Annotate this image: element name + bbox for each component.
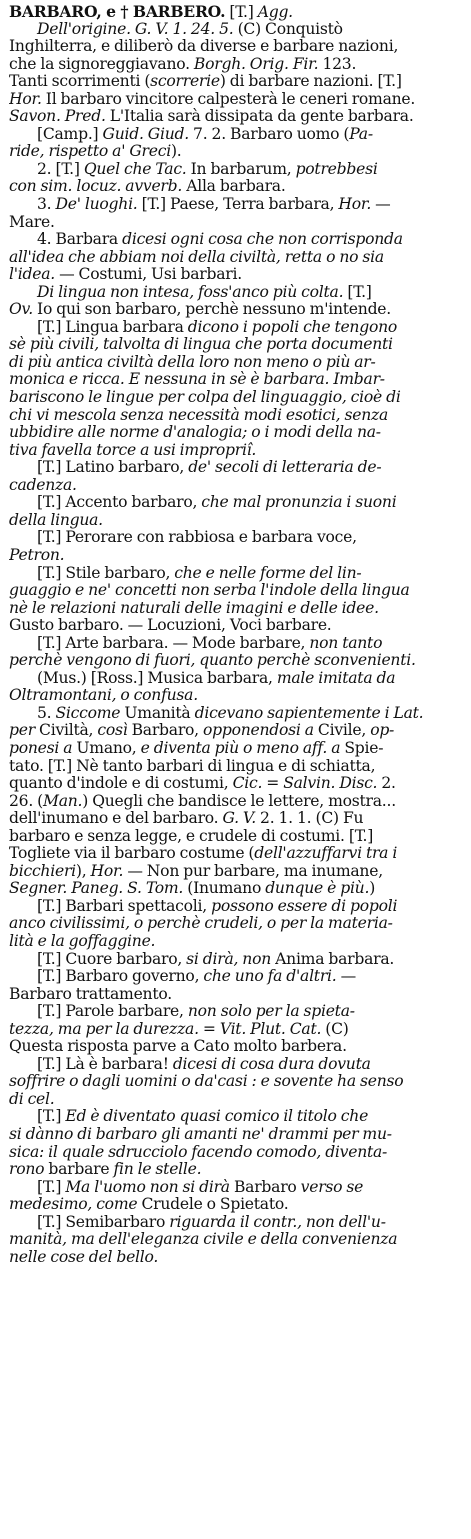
text-line xyxy=(9,565,465,583)
roman-text: [T.] xyxy=(37,1108,66,1126)
italic-text: opponendosi a xyxy=(203,722,314,740)
text-line xyxy=(9,319,465,337)
text-line xyxy=(9,1179,465,1197)
italic-text: Petron. xyxy=(9,546,65,564)
text-line xyxy=(9,231,465,249)
roman-text: Spie- xyxy=(340,739,384,757)
italic-text: Borgh. Orig. Fir. xyxy=(193,55,319,73)
text-line xyxy=(9,687,465,705)
text-line xyxy=(9,1144,465,1162)
roman-text: ) xyxy=(369,880,376,898)
text-line xyxy=(9,143,465,161)
roman-text: ), xyxy=(75,862,91,880)
text-line xyxy=(9,424,465,442)
text-line xyxy=(9,722,465,740)
text-line xyxy=(9,705,465,723)
italic-text: Ov. xyxy=(9,301,33,319)
italic-text: Oltramontani, o confusa. xyxy=(9,687,198,705)
text-line xyxy=(9,775,465,793)
text-line xyxy=(9,442,465,460)
text-line xyxy=(9,477,465,495)
text-line xyxy=(9,1196,465,1214)
roman-text: Barbaro xyxy=(229,1178,301,1196)
italic-text: l'idea. xyxy=(9,266,55,284)
roman-text: [T.] Barbaro governo, xyxy=(37,968,204,986)
roman-text: [T.] xyxy=(225,3,258,21)
text-line xyxy=(9,1214,465,1232)
italic-text: Man. xyxy=(43,792,83,810)
text-line xyxy=(9,1126,465,1144)
roman-text: Il barbaro vincitore calpesterà le ceneri romane. xyxy=(41,90,416,108)
roman-text: [T.] Stile barbaro, xyxy=(37,564,175,582)
text-line xyxy=(9,1091,465,1109)
italic-text: medesimo, come xyxy=(9,1196,138,1214)
text-line xyxy=(9,1021,465,1039)
italic-text: ride, rispetto a' Greci xyxy=(9,143,171,161)
italic-text: sè più civili, talvolta di lingua che porta documenti xyxy=(9,336,393,354)
italic-text: non solo per la spieta- xyxy=(187,1003,355,1021)
italic-text: Segner. Paneg. S. Tom. xyxy=(9,880,184,898)
roman-text: Umano, xyxy=(72,739,141,757)
roman-text: tato. [T.] Nè tanto barbari di lingua e di schiatta, xyxy=(9,757,376,775)
entry-body xyxy=(9,3,465,1266)
text-line xyxy=(9,635,465,653)
roman-text: [T.] Semibarbaro xyxy=(37,1213,170,1231)
italic-text: tiva favella torce a usi impropriî. xyxy=(9,441,257,459)
text-line xyxy=(9,196,465,214)
roman-text: barbaro e senza legge, e crudele di costumi. [T.] xyxy=(9,827,374,845)
roman-text: Civile, xyxy=(313,722,371,740)
roman-text: Questa risposta parve a Cato molto barbera. xyxy=(9,1038,347,1056)
italic-text: ponesi a xyxy=(9,739,73,757)
italic-text: guaggio e ne' concetti non serba l'indole della lingua xyxy=(9,582,410,600)
text-line xyxy=(9,266,465,284)
italic-text: all'idea che abbiam noi della civiltà, retta o no sia xyxy=(9,248,384,266)
roman-text: Togliete via il barbaro costume ( xyxy=(9,845,255,863)
text-line xyxy=(9,389,465,407)
italic-text: De' luoghi. xyxy=(55,196,138,214)
italic-text: Dell'origine. G. V. 1. 24. 5. xyxy=(37,20,234,38)
text-line xyxy=(9,670,465,688)
italic-text: Siccome xyxy=(55,704,121,722)
text-line xyxy=(9,284,465,302)
text-line xyxy=(9,529,465,547)
italic-text: bariscono le lingue per colpa del linguaggio, cioè di xyxy=(9,389,401,407)
roman-text: Anima barbara. xyxy=(271,950,395,968)
roman-text: L'Italia sarà dissipata da gente barbara. xyxy=(105,108,414,126)
italic-text: per xyxy=(9,722,35,740)
italic-text: cadenza. xyxy=(9,476,77,494)
text-line xyxy=(9,126,465,144)
italic-text: così xyxy=(97,722,128,740)
roman-text: Gusto barbaro. — Locuzioni, Voci barbare. xyxy=(9,617,332,635)
roman-text: Alla barbara. xyxy=(182,178,286,196)
roman-text: [T.] Accento barbaro, xyxy=(37,494,202,512)
roman-text: [T.] Latino barbaro, xyxy=(37,459,189,477)
roman-text: (C) xyxy=(321,1020,349,1038)
italic-text: op- xyxy=(370,722,395,740)
italic-text: rono xyxy=(9,1161,45,1179)
italic-text: si dànno di barbaro gli amanti ne' drammi per mu- xyxy=(9,1126,392,1143)
roman-text: Umanità xyxy=(120,704,195,722)
italic-text: Agg. xyxy=(257,3,293,21)
text-line xyxy=(9,740,465,758)
roman-text: 2. xyxy=(377,775,396,793)
italic-text: perchè vengono di fuori, quanto perchè sconvenienti. xyxy=(9,652,416,670)
italic-text: Savon. Pred. xyxy=(9,108,106,126)
roman-text: [T.] xyxy=(343,283,372,301)
roman-text: [T.] Lingua barbara xyxy=(37,318,188,336)
roman-text: [T.] Là è barbara! xyxy=(37,1055,173,1073)
text-line xyxy=(9,915,465,933)
text-line xyxy=(9,1056,465,1074)
roman-text: barbare xyxy=(44,1161,114,1179)
roman-text: Io qui son barbaro, perchè nessuno m'intende. xyxy=(32,301,391,319)
text-line xyxy=(9,828,465,846)
text-line xyxy=(9,1249,465,1267)
roman-text: [T.] xyxy=(37,1178,66,1196)
italic-text: possono essere di popoli xyxy=(211,897,398,915)
roman-text: = xyxy=(262,775,284,793)
italic-text: anco civilissimi, o perchè crudeli, o per la materia- xyxy=(9,915,393,933)
italic-text: Vit. Plut. Cat. xyxy=(219,1020,322,1038)
roman-text: Tanti scorrimenti ( xyxy=(9,73,151,91)
italic-text: che uno fa d'altri. xyxy=(203,968,337,986)
italic-text: che mal pronunzia i suoni xyxy=(201,494,397,512)
italic-text: fin le stelle. xyxy=(113,1161,202,1179)
roman-text: (Mus.) [Ross.] Musica barbara, xyxy=(37,669,277,687)
roman-text: 5. xyxy=(37,704,56,722)
italic-text: chi vi mescola senza necessità modi esotici, senza xyxy=(9,406,389,424)
roman-text: [T.] Paese, Terra barbara, xyxy=(137,196,339,214)
roman-text: 4. Barbara xyxy=(37,231,123,249)
text-line xyxy=(9,512,465,530)
italic-text: G. V. xyxy=(222,810,256,828)
italic-text: Guid. Giud. xyxy=(102,125,189,143)
italic-text: con sim. locuz. avverb. xyxy=(9,178,183,196)
text-line xyxy=(9,494,465,512)
italic-text: Hor. xyxy=(90,862,124,880)
italic-text: che e nelle forme del lin- xyxy=(174,564,362,582)
text-line xyxy=(9,1161,465,1179)
italic-text: dicono i popoli che tengono xyxy=(187,318,398,336)
text-line xyxy=(9,617,465,635)
text-line xyxy=(9,178,465,196)
italic-text: Ma l'uomo non si dirà xyxy=(65,1178,230,1196)
text-line xyxy=(9,56,465,74)
roman-text: 26. ( xyxy=(9,792,43,810)
roman-text: dell'inumano e del barbaro. xyxy=(9,810,223,828)
italic-text: Quel che Tac. xyxy=(83,160,187,178)
text-line xyxy=(9,863,465,881)
roman-text: ) di barbare nazioni. [T.] xyxy=(219,73,402,91)
italic-text: di più antica civiltà della loro non meno o più ar- xyxy=(9,353,376,371)
roman-text: [T.] Cuore barbaro, xyxy=(37,950,187,968)
italic-text: Hor. xyxy=(9,90,42,108)
roman-text: — xyxy=(336,968,356,986)
text-line xyxy=(9,582,465,600)
roman-text: [Camp.] xyxy=(37,125,103,143)
text-line xyxy=(9,600,465,618)
roman-text: 123. xyxy=(318,55,357,73)
text-line xyxy=(9,652,465,670)
italic-text: bicchieri xyxy=(9,862,76,880)
text-line xyxy=(9,951,465,969)
text-line xyxy=(9,880,465,898)
headword: BARBARO, e † BARBERO. xyxy=(9,3,226,21)
italic-text: potrebbesi xyxy=(295,160,378,178)
text-line xyxy=(9,547,465,565)
roman-text: ). xyxy=(170,143,182,161)
text-line xyxy=(9,898,465,916)
italic-text: si dirà, non xyxy=(186,950,272,968)
italic-text: Pa- xyxy=(349,125,373,143)
roman-text: che la signoreggiavano. xyxy=(9,55,194,73)
text-line xyxy=(9,986,465,1004)
italic-text: sica: il quale sdrucciolo facendo comodo, diventa- xyxy=(9,1143,388,1161)
italic-text: male imitata da xyxy=(276,669,396,687)
text-line xyxy=(9,793,465,811)
text-line xyxy=(9,73,465,91)
text-line xyxy=(9,21,465,39)
text-line xyxy=(9,407,465,425)
roman-text: 2. 1. 1. (C) Fu xyxy=(255,810,364,828)
italic-text: Cic. xyxy=(232,775,263,793)
italic-text: de' secoli di letteraria de- xyxy=(188,459,382,477)
roman-text: [T.] Arte barbara. — Mode barbare, xyxy=(37,634,310,652)
text-line xyxy=(9,845,465,863)
roman-text: 2. [T.] xyxy=(37,160,84,178)
roman-text: Civiltà, xyxy=(34,722,98,740)
roman-text: [T.] Perorare con rabbiosa e barbara voce, xyxy=(37,529,357,547)
roman-text: Crudele o Spietato. xyxy=(137,1196,289,1214)
text-line xyxy=(9,1003,465,1021)
italic-text: dicesi di cosa dura dovuta xyxy=(172,1055,371,1073)
italic-text: manità, ma dell'eleganza civile e della convenienza xyxy=(9,1231,398,1249)
text-line xyxy=(9,933,465,951)
roman-text: [T.] Parole barbare, xyxy=(37,1003,188,1021)
text-line xyxy=(9,968,465,986)
roman-text: quanto d'indole e di costumi, xyxy=(9,775,233,793)
italic-text: nè le relazioni naturali delle imagini e delle idee. xyxy=(9,599,379,617)
italic-text: Di lingua non intesa, foss'anco più colta. xyxy=(37,283,344,301)
italic-text: non tanto xyxy=(309,634,383,652)
roman-text: = xyxy=(198,1020,220,1038)
text-line xyxy=(9,38,465,56)
text-line xyxy=(9,108,465,126)
italic-text: Ed è diventato quasi comico il titolo che xyxy=(65,1108,369,1126)
italic-text: dicevano sapientemente i Lat. xyxy=(194,704,424,722)
text-line xyxy=(9,336,465,354)
text-line xyxy=(9,161,465,179)
italic-text: Salvin. Disc. xyxy=(283,775,378,793)
italic-text: tezza, ma per la durezza. xyxy=(9,1020,199,1038)
text-line xyxy=(9,1108,465,1126)
italic-text: ubbidire alle norme d'analogia; o i modi della na- xyxy=(9,424,381,442)
roman-text: Inghilterra, e diliberò da diverse e barbare nazioni, xyxy=(9,38,399,56)
italic-text: dicesi ogni cosa che non corrisponda xyxy=(122,231,403,249)
italic-text: verso se xyxy=(300,1178,364,1196)
text-line xyxy=(9,810,465,828)
roman-text: — Costumi, Usi barbari. xyxy=(54,266,242,284)
text-line xyxy=(9,758,465,776)
italic-text: e diventa più o meno aff. a xyxy=(140,739,341,757)
italic-text: dell'azzuffarvi tra i xyxy=(254,845,398,863)
italic-text: scorrerie xyxy=(150,73,220,91)
text-line xyxy=(9,91,465,109)
text-line xyxy=(9,249,465,267)
entry-headline xyxy=(9,3,465,21)
roman-text: [T.] Barbari spettacoli, xyxy=(37,897,212,915)
roman-text: Mare. xyxy=(9,213,55,231)
text-line xyxy=(9,459,465,477)
roman-text: Barbaro trattamento. xyxy=(9,985,172,1003)
roman-text: — Non pur barbare, ma inumane, xyxy=(123,862,383,880)
roman-text: 7. 2. Barbaro uomo ( xyxy=(188,125,350,143)
text-line xyxy=(9,1038,465,1056)
text-line xyxy=(9,1073,465,1091)
text-line xyxy=(9,214,465,232)
text-line xyxy=(9,354,465,372)
italic-text: soffrire o dagli uomini o da'casi : e sovente ha senso xyxy=(9,1073,404,1091)
roman-text: 3. xyxy=(37,196,56,214)
roman-text: (C) Conquistò xyxy=(233,20,343,38)
italic-text: nelle cose del bello. xyxy=(9,1248,159,1266)
italic-text: dunque è più. xyxy=(265,880,370,898)
roman-text: In barbarum, xyxy=(186,160,296,178)
italic-text: lità e la goffaggine. xyxy=(9,932,156,950)
text-line xyxy=(9,1231,465,1249)
italic-text: monica e ricca. E nessuna in sè è barbara. Imbar- xyxy=(9,371,385,389)
roman-text: (Inumano xyxy=(183,880,266,898)
italic-text: della lingua. xyxy=(9,511,103,529)
roman-text: — xyxy=(371,196,391,214)
italic-text: riguarda il contr., non dell'u- xyxy=(169,1213,386,1231)
italic-text: di cel. xyxy=(9,1090,55,1108)
roman-text: Barbaro, xyxy=(127,722,203,740)
text-line xyxy=(9,371,465,389)
roman-text: ) Quegli che bandisce le lettere, mostra... xyxy=(82,792,396,810)
text-line xyxy=(9,301,465,319)
italic-text: Hor. xyxy=(338,196,372,214)
